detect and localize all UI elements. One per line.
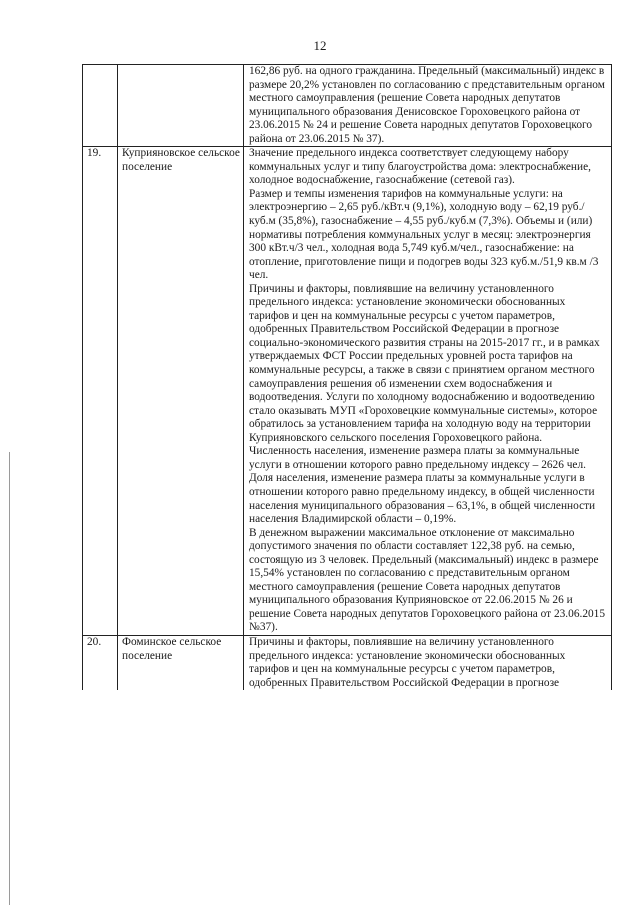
row-number-cell: 19. — [83, 147, 118, 636]
description-cell — [244, 635, 612, 690]
paragraph: 162,86 руб. на одного гражданина. Предельный (максимальный) индекс в размере 20,2% установлен по согласованию с представительным органом местного самоуправления (решение Совета народных депутатов муниципального образования Денисовское Гороховецкого района от 23.06.2015 № 24 и решение Совета народных депутатов Гороховецкого района от 23.06.2015 № 37). — [249, 65, 605, 145]
description-cell — [244, 147, 612, 636]
description-cell — [244, 65, 612, 147]
table-row — [83, 635, 612, 690]
paragraph: Причины и факторы, повлиявшие на величину установленного предельного индекса: установление экономически обоснованных тарифов и цен на коммунальные ресурсы с учетом параметров, одобренных Правительством Российской Федерации в прогнозе — [249, 635, 566, 689]
table-row — [83, 65, 612, 147]
paragraph: Значение предельного индекса соответствует следующему набору коммунальных услуг и типу благоустройства дома: электроснабжение, холодное водоснабжение, газоснабжение (сетевой газ). — [249, 147, 591, 187]
tariff-index-table — [82, 64, 612, 690]
paragraph: Размер и темпы изменения тарифов на коммунальные услуги: на электроэнергию – 2,65 руб./кВт.ч (9,1%), холодную воду – 62,19 руб./куб.м (35,8%), газоснабжение – 4,55 руб./куб.м (7,3%). Объемы и (или) нормативы потребления коммунальных услуг в месяц: электроэнергия 300 кВт.ч/3 чел., холодная вода 5,749 куб.м/чел., газоснабжение: на отопление, приготовление пищи и подогрев воды 323 куб.м./51,9 кв.м /3 чел. — [249, 187, 599, 282]
paragraph: В денежном выражении максимальное отклонение от максимально допустимого значения по области составляет 122,38 руб. на семью, состоящую из 3 человек. Предельный (максимальный) индекс в размере 15,54% установлен по согласованию с представительным органом местного самоуправления (решение Совета народных депутатов муниципального образования Куприяновское от 22.06.2015 № 26 и решение Совета народных депутатов Гороховецкого района от 23.06.2015 №37). — [249, 526, 606, 634]
municipality-name-cell — [118, 65, 244, 147]
paragraph: Численность населения, изменение размера платы за коммунальные услуги в отношении которого равно предельному индексу – 2626 чел. — [249, 445, 586, 471]
paragraph: Доля населения, изменение размера платы за коммунальные услуги в отношении которого равно предельному индексу, в общей численности населения муниципального образования – 63,1%, в общей численности населения Владимирской области – 0,19%. — [249, 472, 596, 526]
table-row — [83, 147, 612, 636]
row-number-cell — [83, 65, 118, 147]
page-number: 12 — [313, 38, 327, 53]
row-number-cell: 20. — [83, 635, 118, 690]
paragraph: Причины и факторы, повлиявшие на величину установленного предельного индекса: установление экономически обоснованных тарифов и цен на коммунальные ресурсы с учетом параметров, одобренных Правительством Российской Федерации в прогнозе социально-экономического развития страны на 2015-2017 гг., и в рамках утверждаемых ФСТ России предельных уровней роста тарифов на коммунальные ресурсы, а также в связи с принятием органом местного самоуправления решения об изменении схем водоснабжения и водоотведения. Услуги по холодному водоснабжению и водоотведению стало оказывать МУП «Гороховецкие коммунальные системы», которое обратилось за установлением тарифа на холодную воду на территории Куприяновского сельского поселения Гороховецкого района. — [249, 282, 600, 444]
municipality-name-cell: Фоминское сельское поселение — [118, 635, 244, 690]
scan-edge-line — [9, 452, 10, 905]
municipality-name-cell: Куприяновское сельское поселение — [118, 147, 244, 636]
